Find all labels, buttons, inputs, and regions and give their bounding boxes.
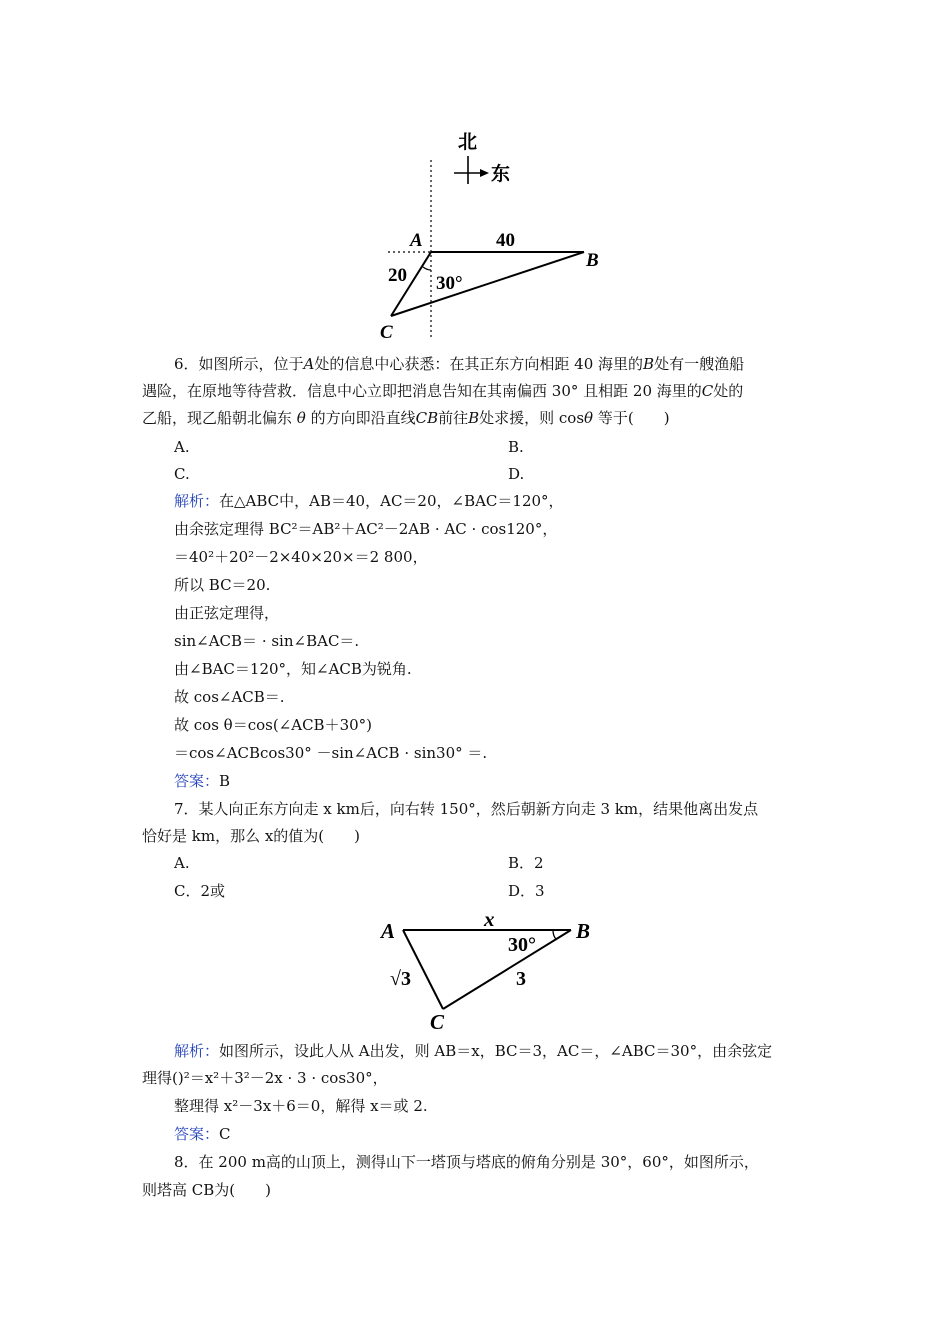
sol7-line-1: 解析：如图所示，设此人从 A出发，则 AB＝x，BC＝3，AC＝，∠ABC＝30°，由余弦定: [174, 1042, 773, 1060]
sol6-line-4: 所以 BC＝20.: [174, 576, 271, 594]
point-b-label: B: [586, 250, 599, 271]
point-a-label: A: [410, 230, 423, 251]
sol6-line-9: 故 cos θ＝cos(∠ACB＋30°): [174, 716, 373, 734]
q6-option-c: C.: [174, 465, 190, 483]
point-c-label: C: [430, 1010, 445, 1034]
point-a-label: A: [381, 919, 396, 943]
q6-option-b: B.: [508, 438, 524, 456]
q6-option-a: A.: [174, 438, 190, 456]
angle-arc: [553, 930, 556, 939]
segment-bc: [443, 930, 571, 1009]
east-label: 东: [491, 163, 511, 185]
sol6-line-1: 解析：在△ABC中，AB＝40，AC＝20，∠BAC＝120°，: [174, 492, 564, 510]
q6-line-1: 6．如图所示，位于A处的信息中心获悉：在其正东方向相距 40 海里的B处有一艘渔船: [174, 355, 745, 373]
side-ac-label: √3: [390, 968, 411, 990]
solution-label: 解析：: [174, 1042, 220, 1060]
north-label: 北: [458, 131, 478, 153]
figure-2-diagram: [0, 905, 950, 1035]
angle-arc: [423, 267, 431, 270]
point-b-label: B: [576, 919, 591, 943]
answer-label: 答案：: [174, 772, 220, 790]
q7-option-c: C．2或: [174, 882, 226, 900]
q6-line-3: 乙船，现乙船朝北偏东 θ 的方向即沿直线CB前往B处求援，则 cosθ 等于( ): [142, 409, 670, 427]
sol6-line-10: ＝cos∠ACBcos30° －sin∠ACB · sin30° ＝.: [174, 744, 488, 762]
solution-label: 解析：: [174, 492, 220, 510]
side-bc-label: 3: [516, 968, 526, 990]
sol7-line-3: 整理得 x²－3x＋6＝0，解得 x＝或 2.: [174, 1097, 428, 1115]
q8-line-2: 则塔高 CB为( ): [142, 1181, 271, 1199]
sol6-line-2: 由余弦定理得 BC²＝AB²＋AC²－2AB · AC · cos120°，: [174, 520, 558, 538]
angle-label: 30°: [436, 273, 463, 294]
sol7-answer: 答案：C: [174, 1125, 231, 1143]
sol6-line-5: 由正弦定理得，: [174, 604, 280, 622]
length-ac-label: 20: [388, 265, 407, 286]
sol6-answer: 答案：B: [174, 772, 231, 790]
answer-label: 答案：: [174, 1125, 220, 1143]
sol6-line-7: 由∠BAC＝120°，知∠ACB为锐角.: [174, 660, 412, 678]
point-c-label: C: [380, 322, 393, 343]
sol6-line-8: 故 cos∠ACB＝.: [174, 688, 285, 706]
q6-option-d: D.: [508, 465, 525, 483]
length-ab-label: 40: [496, 230, 515, 251]
segment-cb: [391, 252, 584, 316]
angle-label: 30°: [508, 934, 536, 956]
q7-option-b: B．2: [508, 854, 544, 872]
q7-option-a: A.: [174, 854, 190, 872]
q7-line-1: 7．某人向正东方向走 x km后，向右转 150°，然后朝新方向走 3 km，结果他离出发点: [174, 800, 759, 818]
side-x-label: x: [484, 907, 495, 931]
q8-line-1: 8．在 200 m高的山顶上，测得山下一塔顶与塔底的俯角分别是 30°，60°，如图所示，: [174, 1153, 759, 1171]
sol6-line-6: sin∠ACB＝ · sin∠BAC＝.: [174, 632, 360, 650]
q6-line-2: 遇险，在原地等待营救．信息中心立即把消息告知在其南偏西 30° 且相距 20 海里的C处的: [142, 382, 744, 400]
q7-option-d: D．3: [508, 882, 545, 900]
sol6-line-3: ＝40²＋20²－2×40×20×＝2 800，: [174, 548, 428, 566]
figure-1-diagram: [0, 120, 950, 343]
sol7-line-2: 理得()²＝x²＋3²－2x · 3 · cos30°，: [142, 1069, 388, 1087]
compass-arrow-head: [480, 169, 489, 177]
q7-line-2: 恰好是 km，那么 x的值为( ): [142, 827, 361, 845]
